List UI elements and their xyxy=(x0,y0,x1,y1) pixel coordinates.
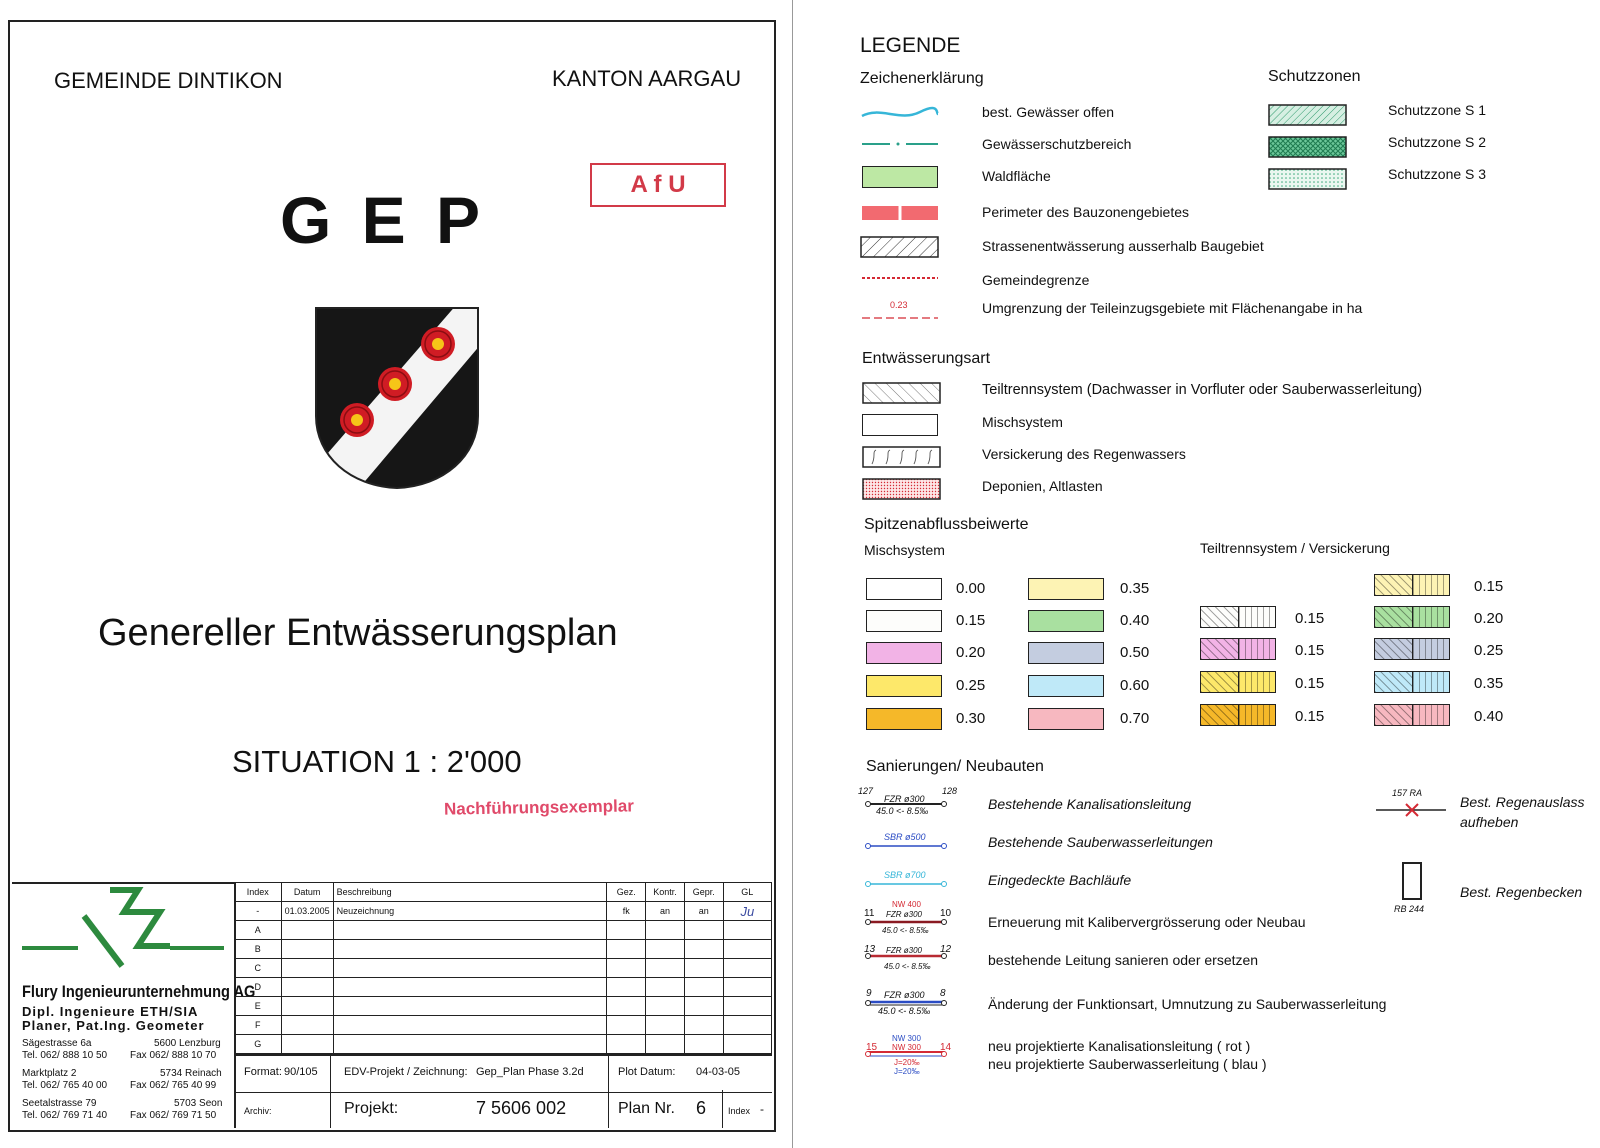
edv-value: Gep_Plan Phase 3.2d xyxy=(476,1066,584,1078)
coefficient-swatch xyxy=(866,578,942,600)
table-row xyxy=(235,921,772,940)
san-label: Bestehende Kanalisationsleitung xyxy=(988,796,1192,812)
office-tel: Tel. 062/ 888 10 50 xyxy=(22,1050,108,1061)
coefficient-swatch-split xyxy=(1374,638,1450,660)
office-street: Seetalstrasse 79 xyxy=(22,1098,97,1109)
coefficient-value: 0.35 xyxy=(1474,675,1504,692)
pipe-slope: 45.0 <- 8.5‰ xyxy=(878,1006,931,1016)
swatch-hatched-half xyxy=(1201,672,1238,692)
entw-label: Teiltrennsystem (Dachwasser in Vorfluter oder Sauberwasserleitung) xyxy=(982,382,1423,398)
col-header: Datum xyxy=(281,883,333,902)
coefficient-swatch xyxy=(1028,642,1104,664)
pipe-slope: J=20‰ xyxy=(894,1058,920,1067)
format-label: Format: xyxy=(244,1066,282,1078)
san-label: neu projektierte Sauberwasserleitung ( blau ) xyxy=(988,1056,1267,1072)
coefficient-value: 0.20 xyxy=(1474,610,1504,627)
pipe-code: FZR ø300 xyxy=(886,910,923,919)
pipe-slope: 45.0 <- 8.5‰ xyxy=(876,806,929,816)
swatch-hatched-half xyxy=(1201,607,1238,627)
regenbecken-code: RB 244 xyxy=(1394,904,1425,914)
zeichen-title: Zeichenerklärung xyxy=(860,70,984,87)
pipe-code-new: NW 400 xyxy=(892,900,921,909)
pipe-code: SBR ø500 xyxy=(884,832,926,842)
swatch-hatched-half xyxy=(1201,639,1238,659)
coefficient-swatch-split xyxy=(1374,606,1450,628)
schutzzone-label: Schutzzone S 2 xyxy=(1388,134,1487,150)
office-tel: Tel. 062/ 765 40 00 xyxy=(22,1080,108,1091)
zeichen-label: Gewässerschutzbereich xyxy=(982,136,1132,152)
schutzzone-label: Schutzzone S 3 xyxy=(1388,166,1487,182)
cell-index: E xyxy=(235,997,282,1016)
coefficient-value: 0.40 xyxy=(1474,708,1504,725)
pipe-node: 127 xyxy=(858,786,874,796)
divider xyxy=(330,1054,331,1128)
coefficient-swatch-split xyxy=(1374,671,1450,693)
versickerung-swatch xyxy=(862,446,942,468)
san-label: Erneuerung mit Kalibervergrösserung oder Neubau xyxy=(988,914,1306,930)
entw-label: Deponien, Altlasten xyxy=(982,478,1103,494)
coefficient-value: 0.15 xyxy=(1295,642,1325,659)
swatch-hatched-half xyxy=(1375,672,1412,692)
symbol-gemeindegrenze xyxy=(860,274,940,282)
teil-subtitle: Teiltrennsystem / Versickerung xyxy=(1200,540,1390,556)
swatch-wave-half xyxy=(1412,607,1450,627)
cell-kontr: an xyxy=(646,902,685,921)
coefficient-value: 0.15 xyxy=(1474,578,1504,595)
pipe-slope: 45.0 <- 8.5‰ xyxy=(882,926,929,935)
afu-stamp-text: A f U xyxy=(630,171,686,198)
format-value: 90/105 xyxy=(284,1066,318,1078)
index-label: Index xyxy=(728,1106,751,1116)
gep-acronym: G E P xyxy=(280,183,487,257)
cell-index: A xyxy=(235,921,282,940)
coefficient-value: 0.25 xyxy=(956,677,986,694)
swatch-wave-half xyxy=(1238,607,1276,627)
coefficient-value: 0.15 xyxy=(1295,708,1325,725)
plan-nr-label: Plan Nr. xyxy=(618,1100,675,1117)
swatch-hatched-half xyxy=(1375,705,1412,725)
symbol-strassenentwaesserung xyxy=(860,236,940,258)
swatch-hatched-half xyxy=(1375,607,1412,627)
col-header: GL xyxy=(723,883,771,902)
office-tel: Tel. 062/ 769 71 40 xyxy=(22,1110,108,1121)
pipe-node: 13 xyxy=(864,944,876,955)
coefficient-swatch-split xyxy=(1374,574,1450,596)
col-header: Kontr. xyxy=(646,883,685,902)
entw-label: Mischsystem xyxy=(982,414,1063,430)
coefficient-value: 0.00 xyxy=(956,580,986,597)
table-row xyxy=(235,902,772,921)
regenauslass-label: Best. Regenauslass xyxy=(1460,794,1585,810)
regenauslass-label: aufheben xyxy=(1460,814,1519,830)
coefficient-value: 0.40 xyxy=(1120,612,1150,629)
coefficient-swatch xyxy=(1028,578,1104,600)
cell-gez: fk xyxy=(607,902,646,921)
company-line1: Dipl. Ingenieure ETH/SIA xyxy=(22,1004,199,1019)
coefficient-swatch-split xyxy=(1374,704,1450,726)
san-label: neu projektierte Kanalisationsleitung ( rot ) xyxy=(988,1038,1251,1054)
cell-index: D xyxy=(235,978,282,997)
schutz-title: Schutzzonen xyxy=(1268,68,1361,85)
plan-nr-value: 6 xyxy=(696,1098,707,1118)
pipe-code: NW 300 xyxy=(892,1034,921,1043)
zeichen-label: Gemeindegrenze xyxy=(982,272,1090,288)
col-header: Gepr. xyxy=(684,883,723,902)
swatch-wave-half xyxy=(1238,639,1276,659)
afu-stamp xyxy=(590,163,726,207)
swatch-hatched-half xyxy=(1375,639,1412,659)
cell-gepr: an xyxy=(684,902,723,921)
pipe-code: FZR ø300 xyxy=(884,990,925,1000)
cell-index: C xyxy=(235,959,282,978)
swatch-hatched-half xyxy=(1201,705,1238,725)
zeichen-label: best. Gewässer offen xyxy=(982,104,1115,120)
entw-title: Entwässerungsart xyxy=(862,350,991,367)
pipe-node: 14 xyxy=(940,1042,952,1053)
municipality-label: GEMEINDE DINTIKON xyxy=(54,68,283,93)
coefficient-swatch-split xyxy=(1200,704,1276,726)
rose-icon xyxy=(378,367,412,401)
table-row xyxy=(235,997,772,1016)
swatch-wave-half xyxy=(1412,672,1450,692)
pipe-code: FZR ø300 xyxy=(886,946,923,955)
office-city: 5734 Reinach xyxy=(160,1068,222,1079)
schutzzone-s1-swatch xyxy=(1268,104,1348,126)
symbol-regenbecken xyxy=(1402,862,1422,900)
office-street: Sägestrasse 6a xyxy=(22,1038,92,1049)
symbol-gewaesser xyxy=(860,104,940,124)
regenbecken-label: Best. Regenbecken xyxy=(1460,884,1583,900)
edv-label: EDV-Projekt / Zeichnung: xyxy=(344,1066,468,1078)
col-header: Gez. xyxy=(607,883,646,902)
pipe-node: 8 xyxy=(940,988,946,999)
swatch-wave-half xyxy=(1238,672,1276,692)
teiltrennsystem-swatch xyxy=(862,382,942,404)
table-row xyxy=(235,1016,772,1035)
office-city: 5600 Lenzburg xyxy=(154,1038,221,1049)
coefficient-swatch xyxy=(866,675,942,697)
san-label: Änderung der Funktionsart, Umnutzung zu Sauberwasserleitung xyxy=(988,996,1387,1012)
spitzen-title: Spitzenabflussbeiwerte xyxy=(864,516,1029,533)
zeichen-label: Perimeter des Bauzonengebietes xyxy=(982,204,1190,220)
situation-scale: SITUATION 1 : 2'000 xyxy=(232,744,522,779)
plot-value: 04-03-05 xyxy=(696,1066,741,1078)
table-row xyxy=(235,940,772,959)
canton-label: KANTON AARGAU xyxy=(552,66,742,91)
coefficient-value: 0.70 xyxy=(1120,710,1150,727)
zeichen-label: Umgrenzung der Teileinzugsgebiete mit Flächenangabe in ha xyxy=(982,300,1363,316)
symbol-gewaesserschutz xyxy=(860,136,940,152)
schutzzone-s3-swatch xyxy=(1268,168,1348,190)
cell-datum: 01.03.2005 xyxy=(281,902,333,921)
plan-title: Genereller Entwässerungsplan xyxy=(98,612,618,654)
archiv-label: Archiv: xyxy=(244,1106,272,1116)
pipe-node: 11 xyxy=(864,908,875,919)
coefficient-value: 0.25 xyxy=(1474,642,1504,659)
coefficient-value: 0.15 xyxy=(956,612,986,629)
cell-index: - xyxy=(235,902,282,921)
office-city: 5703 Seon xyxy=(174,1098,223,1109)
swatch-wave-half xyxy=(1412,639,1450,659)
cell-gl-signature: Ju xyxy=(723,902,771,921)
schutzzone-label: Schutzzone S 1 xyxy=(1388,102,1487,118)
swatch-wave-half xyxy=(1238,705,1276,725)
cell-index: F xyxy=(235,1016,282,1035)
table-row xyxy=(235,959,772,978)
pipe-slope: J=20‰ xyxy=(894,1067,920,1076)
revision-table xyxy=(234,882,772,1054)
mischsystem-swatch xyxy=(862,414,938,436)
coefficient-value: 0.30 xyxy=(956,710,986,727)
sheet-divider xyxy=(792,0,793,1148)
rose-icon xyxy=(340,403,374,437)
san-label: Bestehende Sauberwasserleitungen xyxy=(988,834,1213,850)
coefficient-swatch xyxy=(866,610,942,632)
coefficient-swatch xyxy=(866,642,942,664)
company-line2: Planer, Pat.Ing. Geometer xyxy=(22,1018,205,1033)
pipe-node: 15 xyxy=(866,1042,878,1053)
entw-label: Versickerung des Regenwassers xyxy=(982,446,1186,462)
area-sample: 0.23 xyxy=(890,300,908,310)
divider xyxy=(608,1054,609,1128)
coefficient-swatch xyxy=(1028,675,1104,697)
coefficient-value: 0.50 xyxy=(1120,644,1150,661)
col-header: Beschreibung xyxy=(333,883,607,902)
swatch-wave-half xyxy=(1412,575,1450,595)
office-street: Marktplatz 2 xyxy=(22,1068,77,1079)
cell-index: B xyxy=(235,940,282,959)
pipe-slope: 45.0 <- 8.5‰ xyxy=(884,962,931,971)
schutzzone-s2-swatch xyxy=(1268,136,1348,158)
divider xyxy=(722,1090,723,1128)
cell-index: G xyxy=(235,1035,282,1054)
pipe-node: 9 xyxy=(866,988,872,999)
pipe-node: 12 xyxy=(940,944,952,955)
company-logo xyxy=(20,886,226,970)
legend-title: LEGENDE xyxy=(860,34,961,57)
misch-subtitle: Mischsystem xyxy=(864,542,945,558)
table-header-row xyxy=(235,883,772,902)
rose-icon xyxy=(421,327,455,361)
copy-stamp: Nachführungsexemplar xyxy=(443,796,635,819)
zeichen-label: Waldfläche xyxy=(982,168,1051,184)
company-name: Flury Ingenieurunternehmung AG xyxy=(22,982,256,1001)
table-row xyxy=(235,1035,772,1054)
coefficient-value: 0.15 xyxy=(1295,610,1325,627)
office-fax: Fax 062/ 765 40 99 xyxy=(130,1080,217,1091)
coefficient-swatch xyxy=(1028,708,1104,730)
pipe-code: SBR ø700 xyxy=(884,870,926,880)
symbol-waldflaeche xyxy=(862,166,938,188)
office-fax: Fax 062/ 888 10 70 xyxy=(130,1050,217,1061)
pipe-code: FZR ø300 xyxy=(884,794,925,804)
projekt-label: Projekt: xyxy=(344,1100,399,1117)
swatch-wave-half xyxy=(1412,705,1450,725)
san-title: Sanierungen/ Neubauten xyxy=(866,758,1044,775)
coat-of-arms xyxy=(314,306,480,490)
plot-label: Plot Datum: xyxy=(618,1066,676,1078)
office-fax: Fax 062/ 769 71 50 xyxy=(130,1110,217,1121)
table-row xyxy=(235,978,772,997)
symbol-bauzone-perimeter xyxy=(860,204,940,222)
san-label: Eingedeckte Bachläufe xyxy=(988,872,1132,888)
projekt-value: 7 5606 002 xyxy=(476,1098,567,1118)
cell-beschreibung: Neuzeichnung xyxy=(333,902,607,921)
coefficient-value: 0.35 xyxy=(1120,580,1150,597)
deponien-swatch xyxy=(862,478,942,500)
col-header: Index xyxy=(235,883,282,902)
pipe-code: NW 300 xyxy=(892,1043,921,1052)
coefficient-value: 0.60 xyxy=(1120,677,1150,694)
coefficient-swatch xyxy=(1028,610,1104,632)
index-value: - xyxy=(760,1102,764,1116)
regenauslass-code: 157 RA xyxy=(1392,788,1423,798)
coefficient-value: 0.20 xyxy=(956,644,986,661)
coefficient-swatch-split xyxy=(1200,606,1276,628)
pipe-node: 128 xyxy=(942,786,958,796)
zeichen-label: Strassenentwässerung ausserhalb Baugebiet xyxy=(982,238,1264,254)
san-label: bestehende Leitung sanieren oder ersetzen xyxy=(988,952,1259,968)
coefficient-swatch xyxy=(866,708,942,730)
coefficient-value: 0.15 xyxy=(1295,675,1325,692)
pipe-node: 10 xyxy=(940,908,952,919)
symbol-regenauslass xyxy=(1374,800,1448,820)
swatch-hatched-half xyxy=(1375,575,1412,595)
coefficient-swatch-split xyxy=(1200,638,1276,660)
coefficient-swatch-split xyxy=(1200,671,1276,693)
